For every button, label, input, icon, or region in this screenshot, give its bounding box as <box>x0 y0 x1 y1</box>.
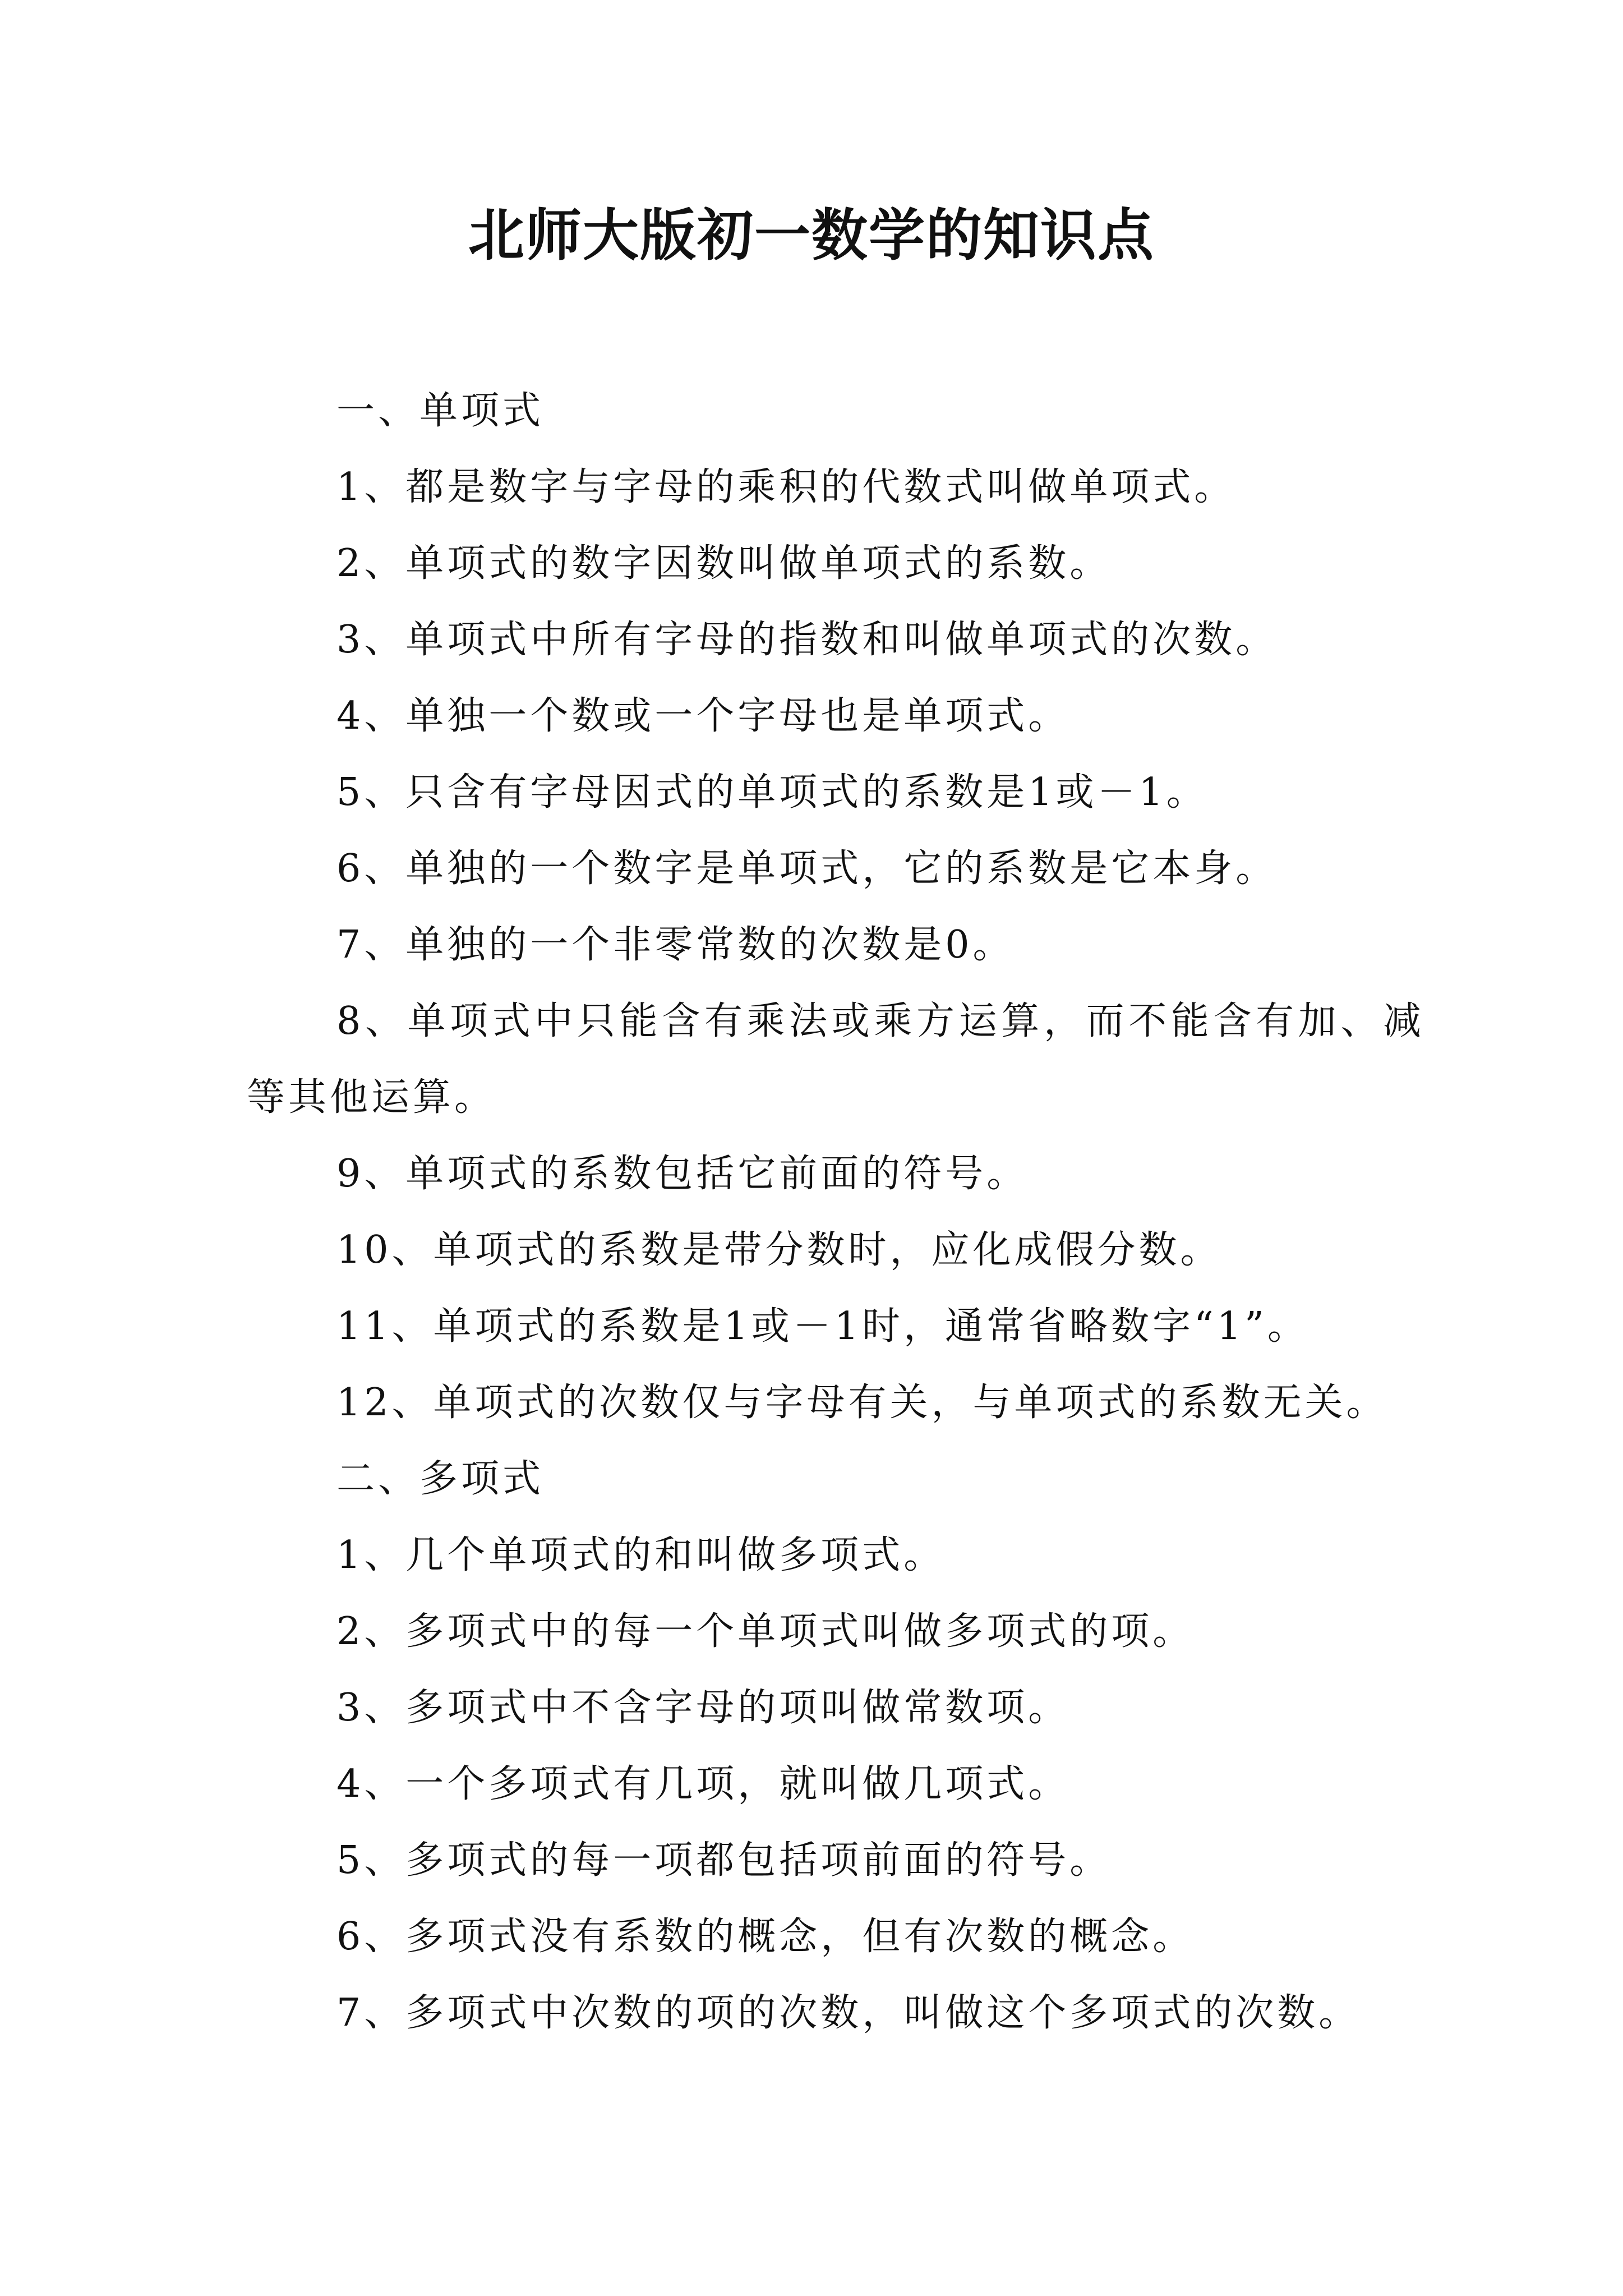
list-item: 10、单项式的系数是带分数时，应化成假分数。 <box>336 1228 1222 1272</box>
list-item: 6、多项式没有系数的概念，但有次数的概念。 <box>336 1915 1195 1959</box>
section-heading-polynomial: 二、多项式 <box>336 1457 545 1501</box>
list-item: 7、多项式中次数的项的次数，叫做这个多项式的次数。 <box>336 1991 1361 2035</box>
list-item: 6、单独的一个数字是单项式，它的系数是它本身。 <box>336 846 1278 891</box>
list-item: 7、单独的一个非零常数的次数是0。 <box>336 923 1015 967</box>
list-item: 3、单项式中所有字母的指数和叫做单项式的次数。 <box>336 618 1278 662</box>
list-item: 1、都是数字与字母的乘积的代数式叫做单项式。 <box>336 465 1236 509</box>
list-item: 5、只含有字母因式的单项式的系数是1或－1。 <box>336 770 1208 815</box>
document-body <box>247 373 1424 2051</box>
section-heading-monomial: 一、单项式 <box>336 389 545 433</box>
list-item: 11、单项式的系数是1或－1时，通常省略数字“1”。 <box>336 1304 1309 1349</box>
list-item: 3、多项式中不含字母的项叫做常数项。 <box>336 1686 1070 1730</box>
list-item: 2、单项式的数字因数叫做单项式的系数。 <box>336 541 1112 586</box>
list-item: 4、一个多项式有几项，就叫做几项式。 <box>336 1762 1070 1806</box>
list-item: 2、多项式中的每一个单项式叫做多项式的项。 <box>336 1609 1195 1654</box>
list-item: 9、单项式的系数包括它前面的符号。 <box>336 1152 1029 1196</box>
list-item: 12、单项式的次数仅与字母有关，与单项式的系数无关。 <box>336 1381 1388 1425</box>
list-item: 8、单项式中只能含有乘法或乘方运算，而不能含有加、减等其他运算。 <box>247 999 1424 1120</box>
list-item: 1、几个单项式的和叫做多项式。 <box>336 1533 946 1577</box>
page-title: 北师大版初一数学的知识点 <box>468 203 1155 268</box>
list-item: 5、多项式的每一项都包括项前面的符号。 <box>336 1838 1112 1883</box>
list-item: 4、单独一个数或一个字母也是单项式。 <box>336 694 1070 738</box>
